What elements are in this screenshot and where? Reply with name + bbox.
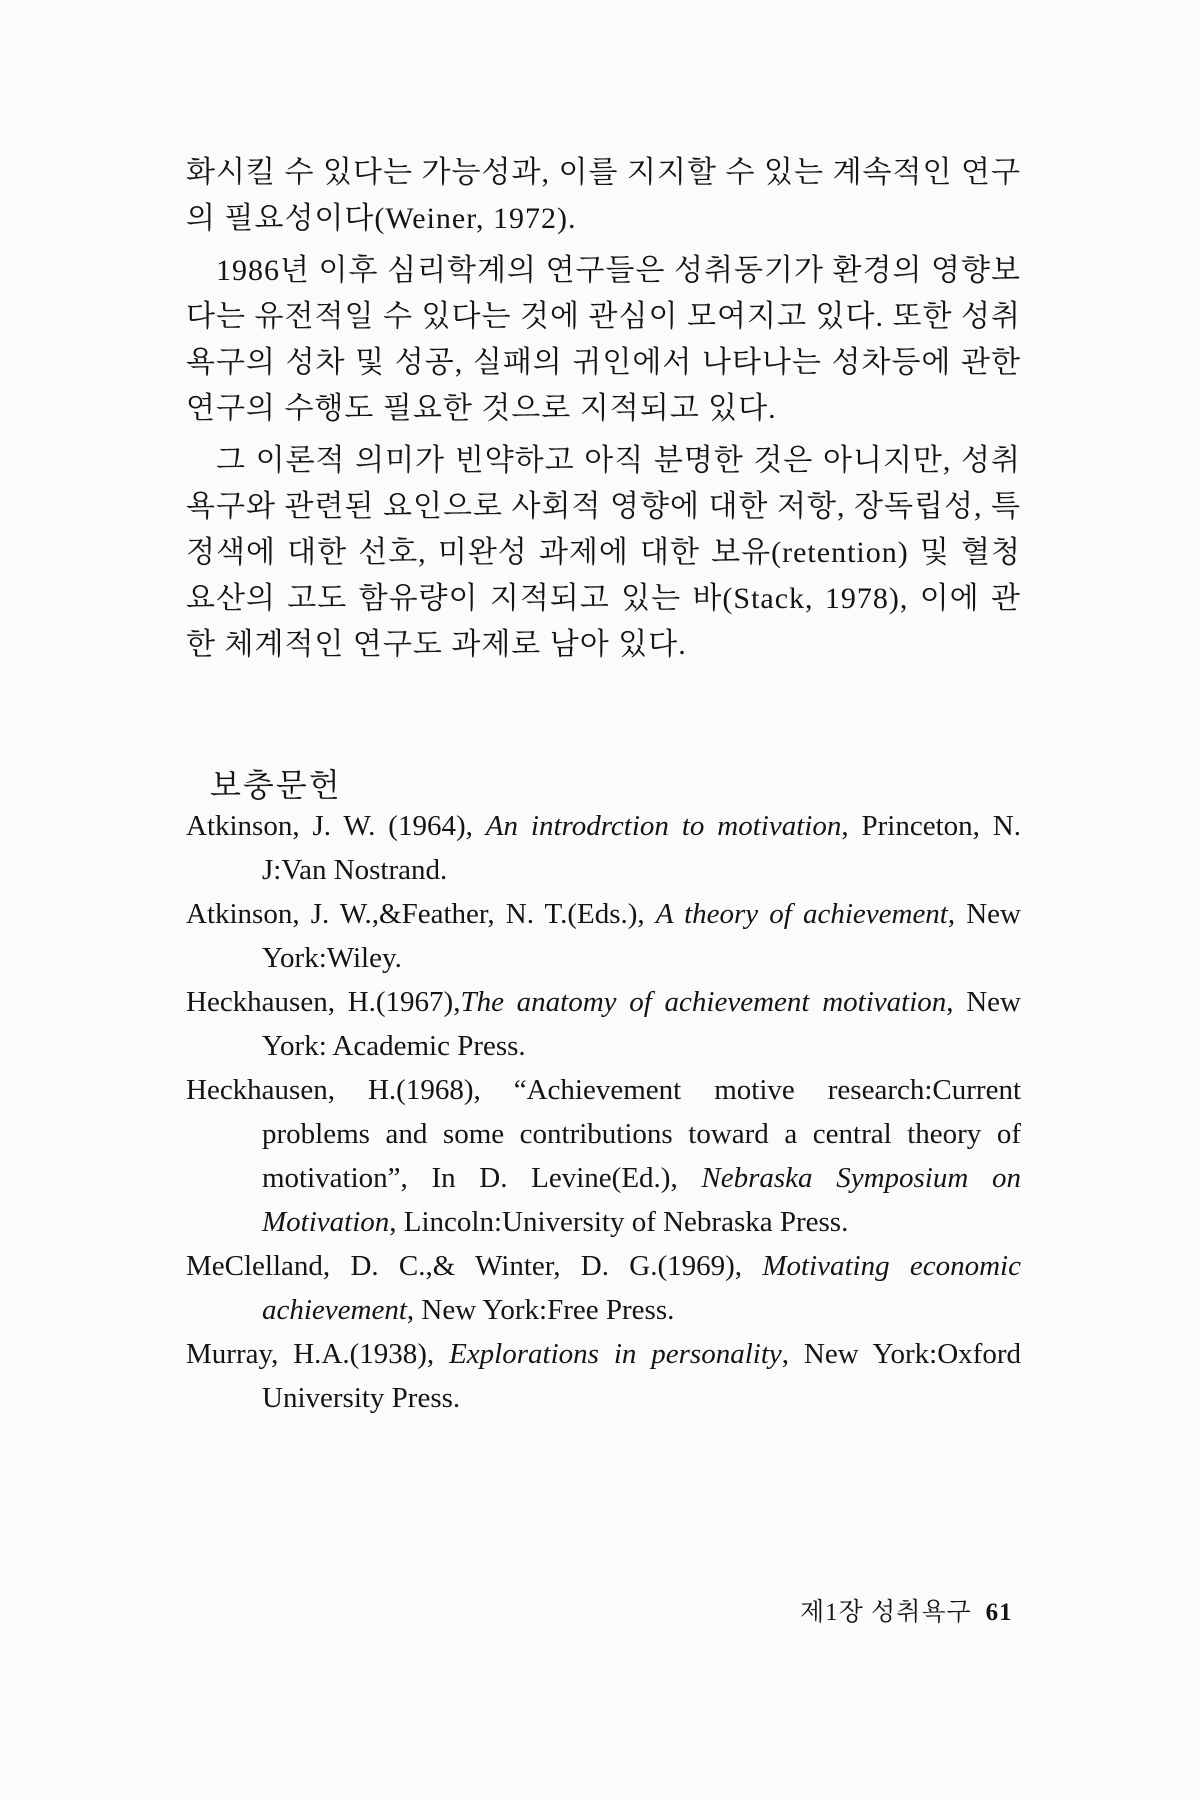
reference-title: An introdrction to motivation (485, 810, 842, 842)
reference-pre: Heckhausen, H.(1968), “Achievement motive research:Current problems and some contributions toward a central theory of motivation”, In D. Levine(Ed.), (186, 1074, 1021, 1194)
reference-title: Nebraska Symposium on Motivation (262, 1162, 1021, 1238)
reference-title: Motivating economic achievement (262, 1250, 1021, 1326)
reference-post: , New York:Oxford University Press. (262, 1338, 1022, 1414)
reference-title: Explorations in personality (449, 1338, 782, 1370)
body-text (186, 150, 1021, 674)
reference-title: The anatomy of achievement motivation (460, 986, 947, 1018)
reference-pre: Heckhausen, H.(1967), (186, 986, 461, 1018)
page-footer (800, 1592, 1013, 1628)
reference-item (186, 1068, 1021, 1244)
reference-pre: Atkinson, J. W. (1964), (186, 810, 486, 842)
reference-pre: Murray, H.A.(1938), (186, 1338, 450, 1370)
reference-item (186, 1244, 1021, 1332)
reference-post: , New York: Academic Press. (262, 986, 1021, 1062)
reference-item (186, 892, 1021, 980)
reference-post: , New York:Free Press. (406, 1294, 675, 1326)
references-heading: 보충문헌 (210, 767, 342, 803)
page-number: 61 (985, 1599, 1013, 1626)
reference-item (186, 804, 1021, 892)
reference-item (186, 1332, 1021, 1420)
reference-post: , New York:Wiley. (262, 898, 1021, 974)
reference-pre: MeClelland, D. C.,& Winter, D. G.(1969), (186, 1250, 763, 1282)
chapter-label: 제1장 성취욕구 (800, 1599, 972, 1626)
paragraph-3: 그 이론적 의미가 빈약하고 아직 분명한 것은 아니지만, 성취욕구와 관련된 요인으로 사회적 영향에 대한 저항, 장독립성, 특정색에 대한 선호, 미완성 과제에 대한 보유(retention) 및 혈청요산의 고도 함유량이 지적되고 있는 바(Stack, 1978), 이에 관한 체계적인 연구도 과제로 남아 있다. (186, 444, 1021, 661)
reference-post: , Lincoln:University of Nebraska Press. (389, 1206, 849, 1238)
paragraph-1: 화시킬 수 있다는 가능성과, 이를 지지할 수 있는 계속적인 연구의 필요성이다(Weiner, 1972). (186, 156, 1021, 235)
reference-pre: Atkinson, J. W.,&Feather, N. T.(Eds.), (186, 898, 656, 930)
reference-list (186, 804, 1021, 1420)
reference-item (186, 980, 1021, 1068)
paragraph-2: 1986년 이후 심리학계의 연구들은 성취동기가 환경의 영향보다는 유전적일 수 있다는 것에 관심이 모여지고 있다. 또한 성취욕구의 성차 및 성공, 실패의 귀인에서 나타나는 성차등에 관한 연구의 수행도 필요한 것으로 지적되고 있다. (186, 254, 1021, 425)
reference-post: , Princeton, N. J:Van Nostrand. (262, 810, 1021, 886)
reference-title: A theory of achievement (655, 898, 948, 930)
